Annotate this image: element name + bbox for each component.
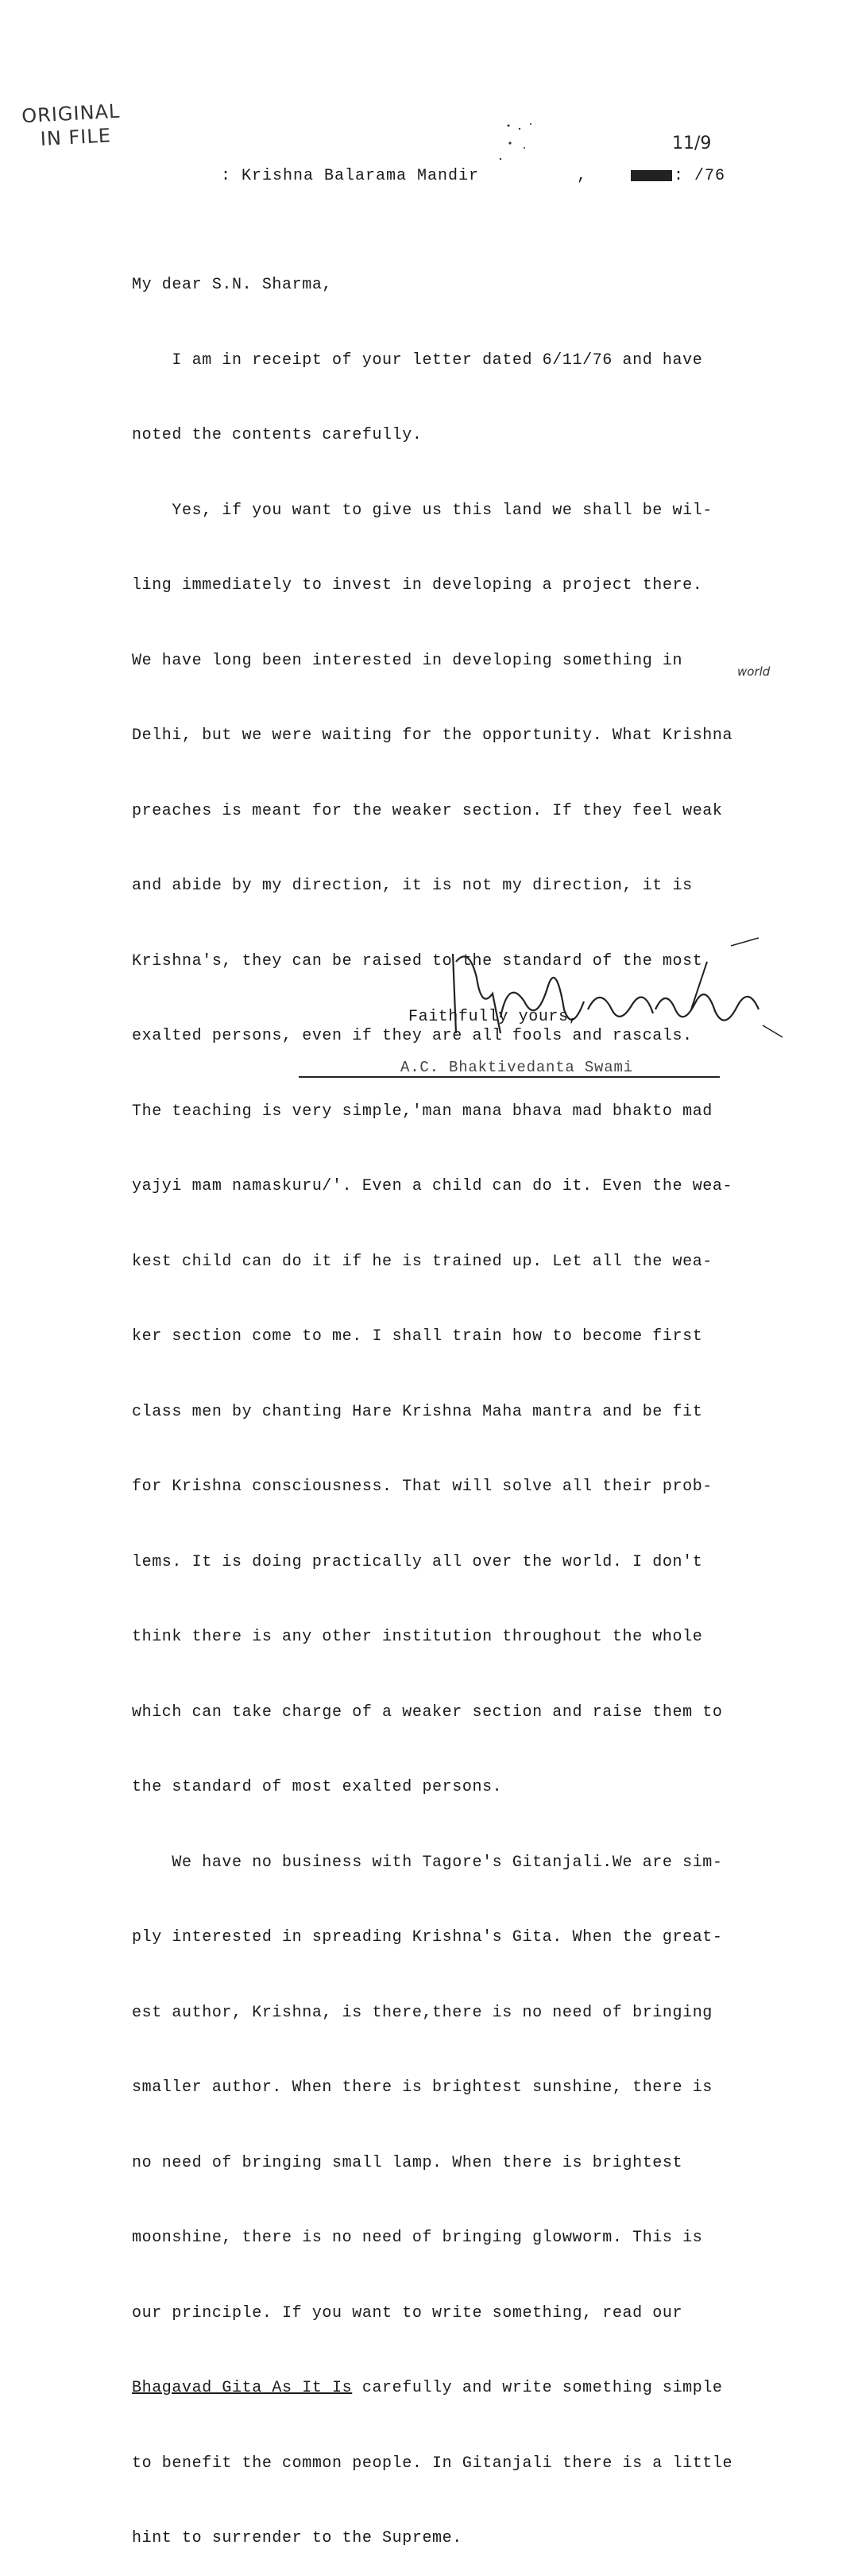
handwritten-signature — [445, 930, 786, 1049]
date-ink-blot — [631, 170, 672, 181]
stamp-line-1: ORIGINAL — [21, 99, 121, 128]
letter-line: est author, Krishna, is there,there is no need of bringing — [132, 2003, 713, 2022]
place-name: : Krishna Balarama Mandir — [221, 167, 480, 185]
letter-line: Krishna's, they can be raised to the standard of the most — [132, 951, 703, 970]
letter-line: moonshine, there is no need of bringing glowworm. This is — [132, 2229, 703, 2247]
letter-line: class men by chanting Hare Krishna Maha mantra and be fit — [132, 1402, 703, 1421]
letter-line: I am in receipt of your letter dated 6/11/76 and have — [132, 351, 703, 370]
letter-line: ker section come to me. I shall train how to become first — [132, 1327, 703, 1346]
letter-line: kest child can do it if he is trained up. Let all the wea- — [132, 1252, 713, 1271]
signer-name: A.C. Bhaktivedanta Swami — [400, 1059, 633, 1076]
letter-line: Yes, if you want to give us this land we shall be wil- — [132, 501, 713, 520]
letter-line: yajyi mam namaskuru/'. Even a child can do it. Even the wea- — [132, 1177, 733, 1195]
letter-line-book-title — [132, 2376, 767, 2401]
ink-specks — [493, 119, 556, 167]
place-trailing: , — [577, 167, 588, 185]
letter-line: ling immediately to invest in developing a project there. — [132, 576, 703, 595]
letter-line: for Krishna consciousness. That will solve all their prob- — [132, 1478, 713, 1496]
salutation: My dear S.N. Sharma, — [132, 276, 333, 294]
letter-line: hint to surrender to the Supreme. — [132, 2529, 462, 2547]
stamp-line-2: IN FILE — [40, 124, 112, 151]
handwritten-date: 11/9 — [672, 134, 712, 153]
typed-date: : /76 — [674, 167, 726, 185]
letter-line: lems. It is doing practically all over the world. I don't — [132, 1552, 703, 1571]
original-in-file-stamp — [21, 99, 122, 152]
letter-line: no need of bringing small lamp. When there is brightest — [132, 2153, 683, 2172]
book-title-rest: carefully and write something simple — [352, 2379, 723, 2397]
letter-line: Delhi, but we were waiting for the opportunity. What Krishna — [132, 726, 733, 745]
letter-line: which can take charge of a weaker section and raise them to — [132, 1702, 723, 1722]
letter-line: exalted persons, even if they are all fools and rascals. — [132, 1027, 693, 1045]
letter-line: We have long been interested in developing something in — [132, 651, 683, 670]
letter-line: preaches is meant for the weaker section. If they feel weak — [132, 801, 723, 820]
header-date — [631, 167, 725, 185]
letter-line: think there is any other institution throughout the whole — [132, 1628, 703, 1646]
letter-line: and abide by my direction, it is not my direction, it is — [132, 877, 693, 895]
header-place — [221, 167, 587, 185]
margin-note: world — [737, 664, 771, 679]
signature-rule — [299, 1076, 720, 1078]
letter-line: The teaching is very simple,'man mana bhava mad bhakto mad — [132, 1102, 713, 1121]
letter-line: noted the contents carefully. — [132, 426, 423, 444]
letter-line: to benefit the common people. In Gitanjali there is a little — [132, 2454, 733, 2473]
letter-line: smaller author. When there is brightest sunshine, there is — [132, 2078, 713, 2097]
letter-line: We have no business with Tagore's Gitanjali.We are sim- — [132, 1853, 723, 1872]
letter-body — [132, 223, 767, 2576]
letter-line: the standard of most exalted persons. — [132, 1778, 503, 1796]
closing: Faithfully yours, — [408, 1008, 579, 1026]
book-title: Bhagavad Gita As It Is — [132, 2379, 353, 2397]
letter-line: our principle. If you want to write something, read our — [132, 2303, 683, 2322]
letter-line: ply interested in spreading Krishna's Gita. When the great- — [132, 1928, 723, 1947]
